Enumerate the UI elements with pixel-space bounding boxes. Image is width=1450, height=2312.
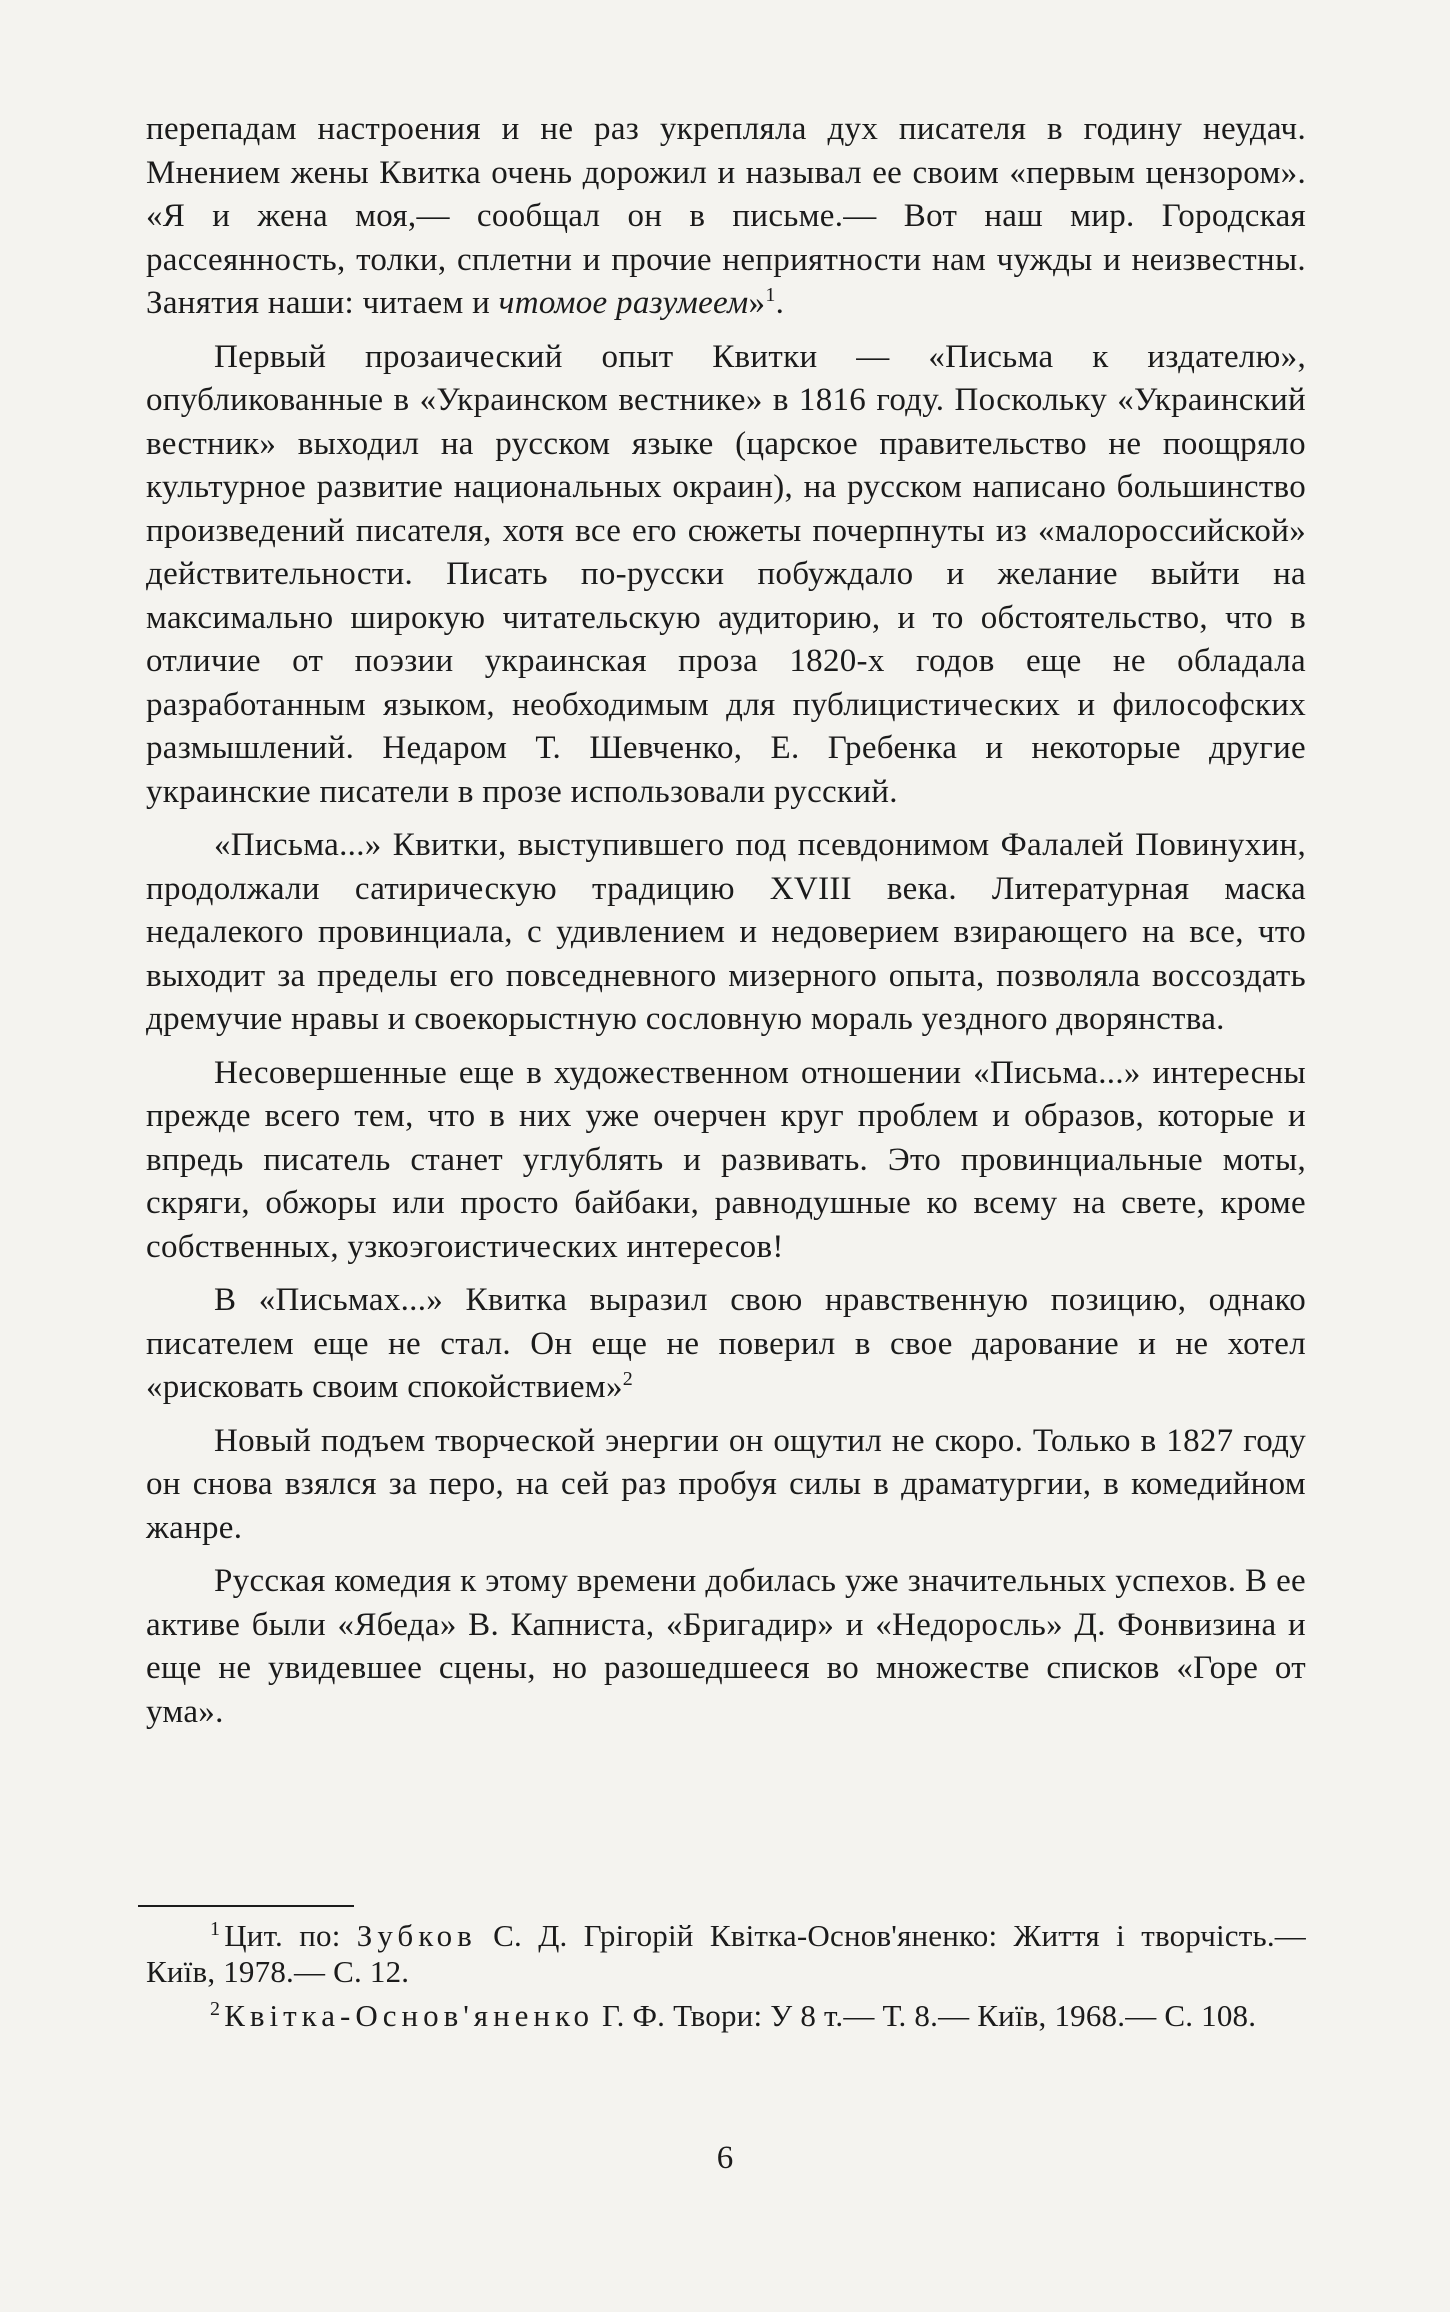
footnote-2: $^2$ Квітка-Основ'яненко Г. Ф. Твори: У 8 т.— Т. 8.— Київ, 1968.— С. 108. <box>210 1997 1257 2033</box>
footnote-ref-1: 1 <box>765 284 776 306</box>
paragraph-3: «Письма...» Квитки, выступившего под псевдонимом Фалалей Повинухин, продолжали сатирическую традицию XVIII века. Литературная маска недалекого провинциала, с удивлением и недоверием взирающего на все, что выходит за пределы его повседневного мизерного опыта, позволяла воссоздать дремучие нравы и своекорыстную сословную мораль уездного дворянства. <box>146 827 1306 1037</box>
page-number: 6 <box>716 2140 734 2176</box>
paragraph-1: перепадам настроения и не раз укрепляла дух писателя в годину неудач. Мнением жены Квитка очень дорожил и называл ее своим «первым цензором». «Я и жена моя,— сообщал он в письме.— Вот наш мир. Городская рассеянность, толки, сплетни и прочие неприятности нам чужды и неизвестны. Занятия наши: читаем и чтомое разумеем»$^1$. <box>146 111 1306 321</box>
footnote-divider <box>138 1905 354 1907</box>
footnotes <box>146 1918 1306 2042</box>
paragraph-5: В «Письмах...» Квитка выразил свою нравственную позицию, однако писателем еще не стал. Он еще не поверил в свое дарование и не хотел «рисковать своим спокойствием»$^2$ <box>146 1282 1306 1405</box>
paragraph-2: Первый прозаический опыт Квитки — «Письма к издателю», опубликованные в «Украинском вестнике» в 1816 году. Поскольку «Украинский вестник» выходил на русском языке (царское правительство не поощряло культурное развитие национальных окраин), на русском написано большинство произведений писателя, хотя все его сюжеты почерпнуты из «малороссийской» действительности. Писать по-русски побуждало и желание выйти на максимально широкую читательскую аудиторию, и то обстоятельство, что в отличие от поэзии украинская проза 1820-х годов еще не обладала разработанным языком, необходимым для публицистических и философских размышлений. Недаром Т. Шевченко, Е. Гребенка и некоторые другие украинские писатели в прозе использовали русский. <box>146 338 1306 810</box>
main-text <box>146 108 1306 1744</box>
italic-quote: чтомое разумеем <box>498 285 749 321</box>
paragraph-4: Несовершенные еще в художественном отношении «Письма...» интересны прежде всего тем, что в них уже очерчен круг проблем и образов, которые и впредь писатель станет углублять и развивать. Это провинциальные моты, скряги, обжоры или просто байбаки, равнодушные ко всему на свете, кроме собственных, узкоэгоистических интересов! <box>146 1054 1306 1265</box>
author-spaced: Зубков <box>356 1918 477 1953</box>
author-spaced: Квітка-Основ'яненко <box>224 1998 594 2033</box>
paragraph-7: Русская комедия к этому времени добилась уже значительных успехов. В ее активе были «Ябеда» В. Капниста, «Бригадир» и «Недоросль» Д. Фонвизина и еще не увидевшее сцены, но разошедшееся во множестве списков «Горе от ума». <box>146 1563 1306 1730</box>
paragraph-6: Новый подъем творческой энергии он ощутил не скоро. Только в 1827 году он снова взялся за перо, на сей раз пробуя силы в драматургии, в комедийном жанре. <box>146 1422 1306 1546</box>
footnote-ref-2: 2 <box>622 1368 634 1390</box>
footnote-1: $^1$ Цит. по: Зубков С. Д. Грігорій Квітка-Основ'яненко: Життя і творчість.— Київ, 1978.— С. 12. <box>146 1917 1306 1989</box>
